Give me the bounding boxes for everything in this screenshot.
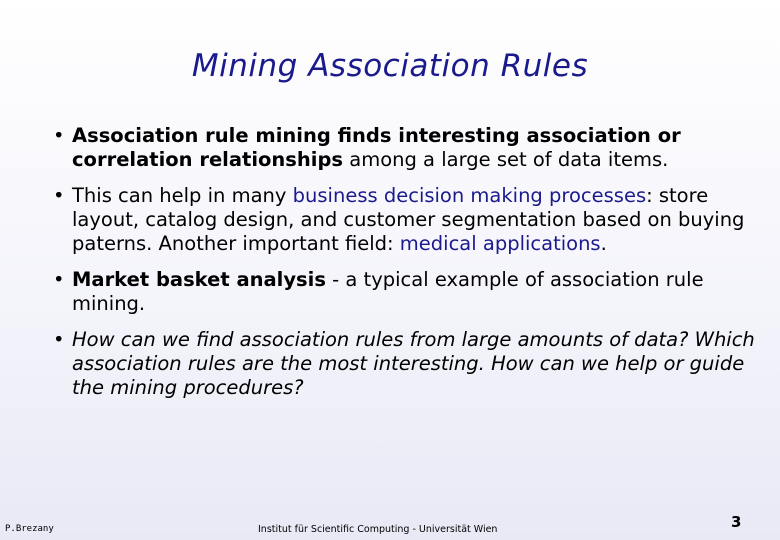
- footer-institute: Institut für Scientific Computing - Universität Wien: [258, 524, 498, 535]
- bullet-item: [48, 124, 764, 172]
- page-number: 3: [731, 513, 742, 531]
- bullet-text: This can help in many: [72, 184, 293, 207]
- bullet-text-highlight: medical applications: [399, 232, 601, 255]
- bullet-text: among a large set of data items.: [343, 148, 669, 171]
- bullet-text: .: [600, 232, 607, 255]
- bullet-text-highlight: business decision making processes: [292, 184, 647, 207]
- bullet-marker: •: [53, 328, 65, 351]
- bullet-item: [48, 268, 764, 316]
- slide-title: Mining Association Rules: [191, 48, 589, 84]
- bullet-text-bold: Association rule mining finds interesting association or correlation relationships: [72, 124, 681, 171]
- bullet-marker: •: [53, 124, 65, 147]
- bullet-text-bold: Market basket analysis: [72, 268, 326, 291]
- bullet-text-italic: How can we find association rules from large amounts of data? Which association rules are the most interesting. How can we help or guide the mining procedures?: [72, 328, 755, 399]
- bullet-marker: •: [53, 184, 65, 207]
- bullet-text: - a typical example of association rule mining.: [72, 268, 704, 315]
- bullet-list: [48, 124, 764, 412]
- footer-author: P.Brezany: [5, 524, 54, 534]
- bullet-text: : store layout, catalog design, and customer segmentation based on buying paterns. Another important field:: [72, 184, 745, 255]
- bullet-item: [48, 328, 764, 400]
- bullet-marker: •: [53, 268, 65, 291]
- bullet-item: [48, 184, 764, 256]
